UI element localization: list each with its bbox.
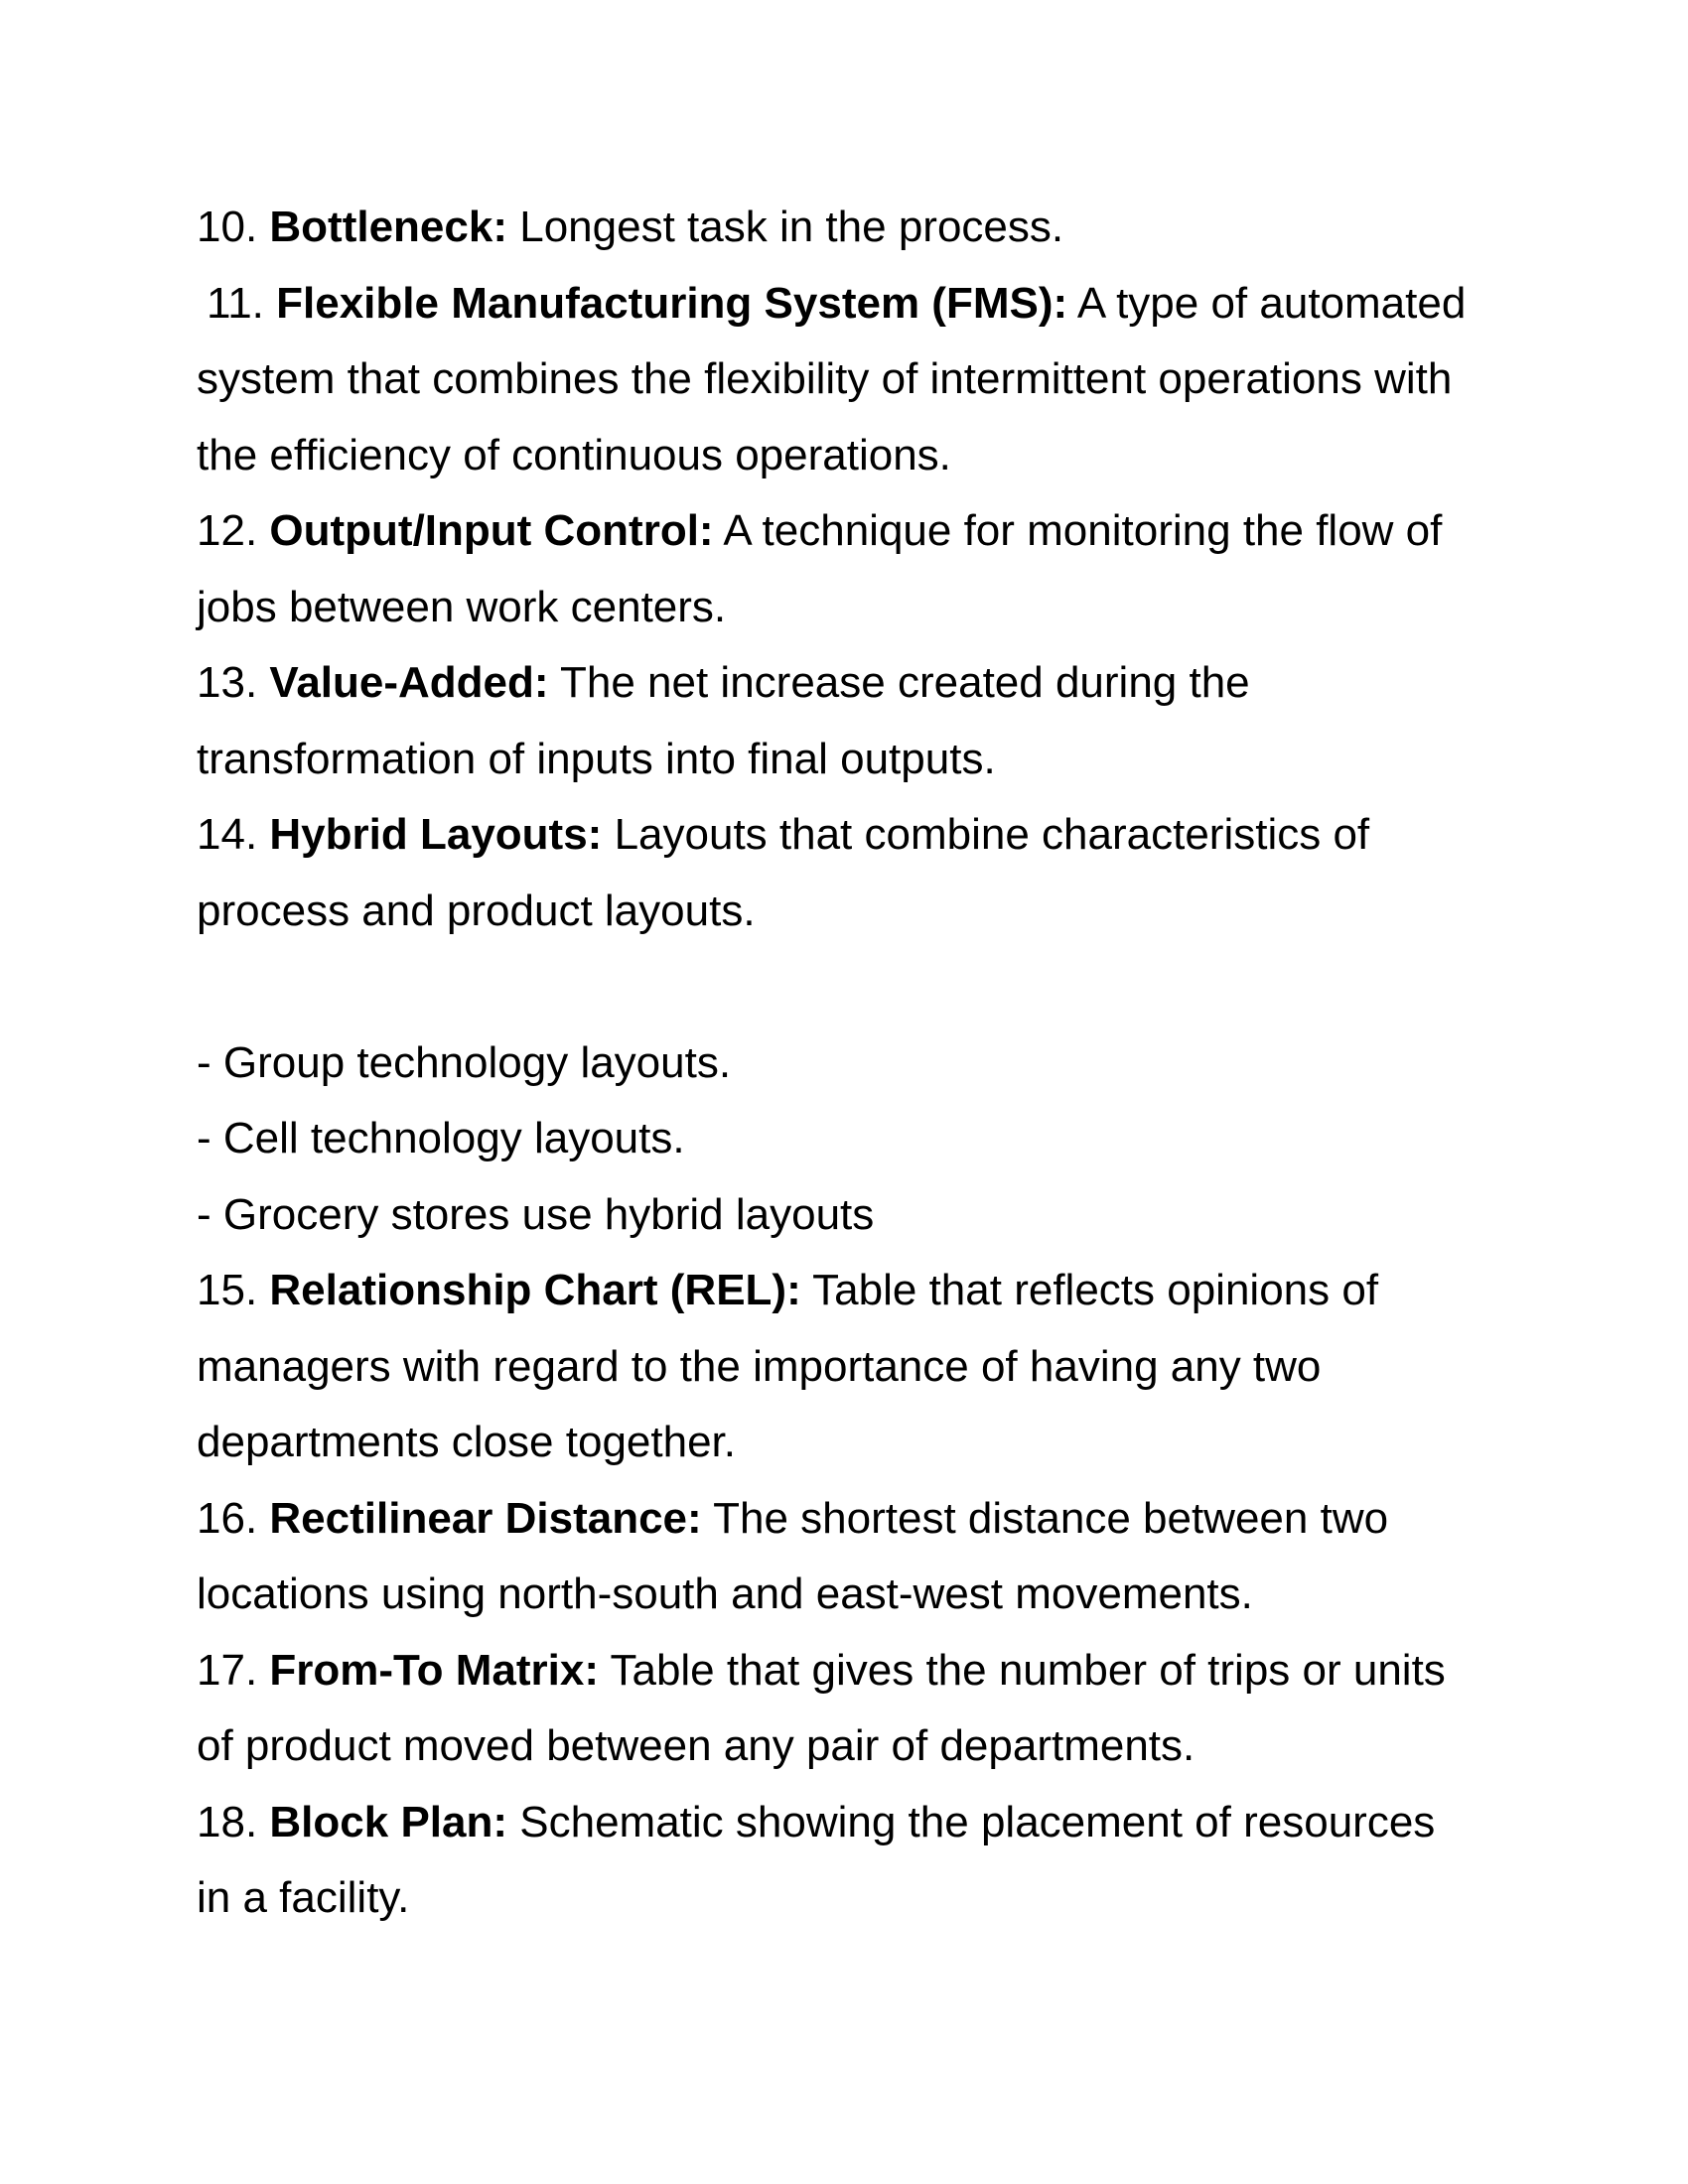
entry-definition-continued: locations using north-south and east-west movements. xyxy=(197,1570,1253,1618)
entry-relationship-chart xyxy=(197,1253,1507,1329)
entry-number: 16. xyxy=(197,1493,258,1543)
entry-number: 12. xyxy=(197,506,258,555)
entry-definition: Longest task in the process. xyxy=(519,203,1064,251)
blank-line xyxy=(197,949,1507,1025)
entry-definition: The net increase created during the xyxy=(560,658,1250,707)
entry-term: From-To Matrix: xyxy=(269,1645,600,1695)
entry-definition: Schematic showing the placement of resources xyxy=(519,1797,1436,1846)
entry-definition-continued: jobs between work centers. xyxy=(197,582,727,631)
entry-term: Value-Added: xyxy=(269,658,549,707)
entry-definition: Table that reflects opinions of xyxy=(812,1266,1379,1314)
entry-definition-continued: in a facility. xyxy=(197,1873,410,1922)
entry-value-added xyxy=(197,645,1507,722)
entry-bottleneck xyxy=(197,190,1507,266)
entry-block-plan xyxy=(197,1785,1507,1861)
entry-definition-continued: the efficiency of continuous operations. xyxy=(197,430,951,479)
entry-hybrid-layouts xyxy=(197,797,1507,874)
entry-definition: Table that gives the number of trips or units xyxy=(610,1645,1446,1695)
entry-definition-continued: of product moved between any pair of departments. xyxy=(197,1721,1196,1770)
entry-term: Rectilinear Distance: xyxy=(269,1493,702,1543)
entry-output-input-control xyxy=(197,493,1507,570)
document-page xyxy=(197,190,1507,1937)
entry-number: 18. xyxy=(197,1797,258,1846)
bullet-item: - Grocery stores use hybrid layouts xyxy=(197,1189,875,1239)
entry-term: Block Plan: xyxy=(269,1797,508,1846)
entry-number: 15. xyxy=(197,1266,258,1314)
entry-definition: Layouts that combine characteristics of xyxy=(614,810,1370,859)
entry-number: 13. xyxy=(197,658,258,707)
bullet-item: - Cell technology layouts. xyxy=(197,1114,685,1162)
entry-from-to-matrix xyxy=(197,1633,1507,1709)
entry-definition-continued: process and product layouts. xyxy=(197,886,756,935)
entry-number: 10. xyxy=(197,203,258,251)
entry-rectilinear-distance xyxy=(197,1481,1507,1558)
entry-number: 14. xyxy=(197,810,258,859)
entry-number: 17. xyxy=(197,1645,258,1695)
entry-fms xyxy=(197,266,1507,342)
entry-term: Hybrid Layouts: xyxy=(269,810,603,859)
entry-definition: The shortest distance between two xyxy=(713,1493,1389,1543)
entry-definition-continued: system that combines the flexibility of intermittent operations with xyxy=(197,354,1453,403)
entry-definition: A type of automated xyxy=(1076,278,1467,328)
entry-term: Flexible Manufacturing System (FMS): xyxy=(276,278,1068,328)
entry-definition-continued: departments close together. xyxy=(197,1418,736,1466)
entry-term: Relationship Chart (REL): xyxy=(269,1266,801,1314)
bullet-item: - Group technology layouts. xyxy=(197,1037,732,1087)
entry-term: Output/Input Control: xyxy=(269,506,714,555)
entry-definition-continued: transformation of inputs into final outputs. xyxy=(197,734,996,783)
entry-term: Bottleneck: xyxy=(269,203,507,251)
entry-number: 11. xyxy=(207,278,264,328)
entry-definition: A technique for monitoring the flow of xyxy=(723,506,1443,555)
entry-definition-continued: managers with regard to the importance of having any two xyxy=(197,1341,1322,1391)
